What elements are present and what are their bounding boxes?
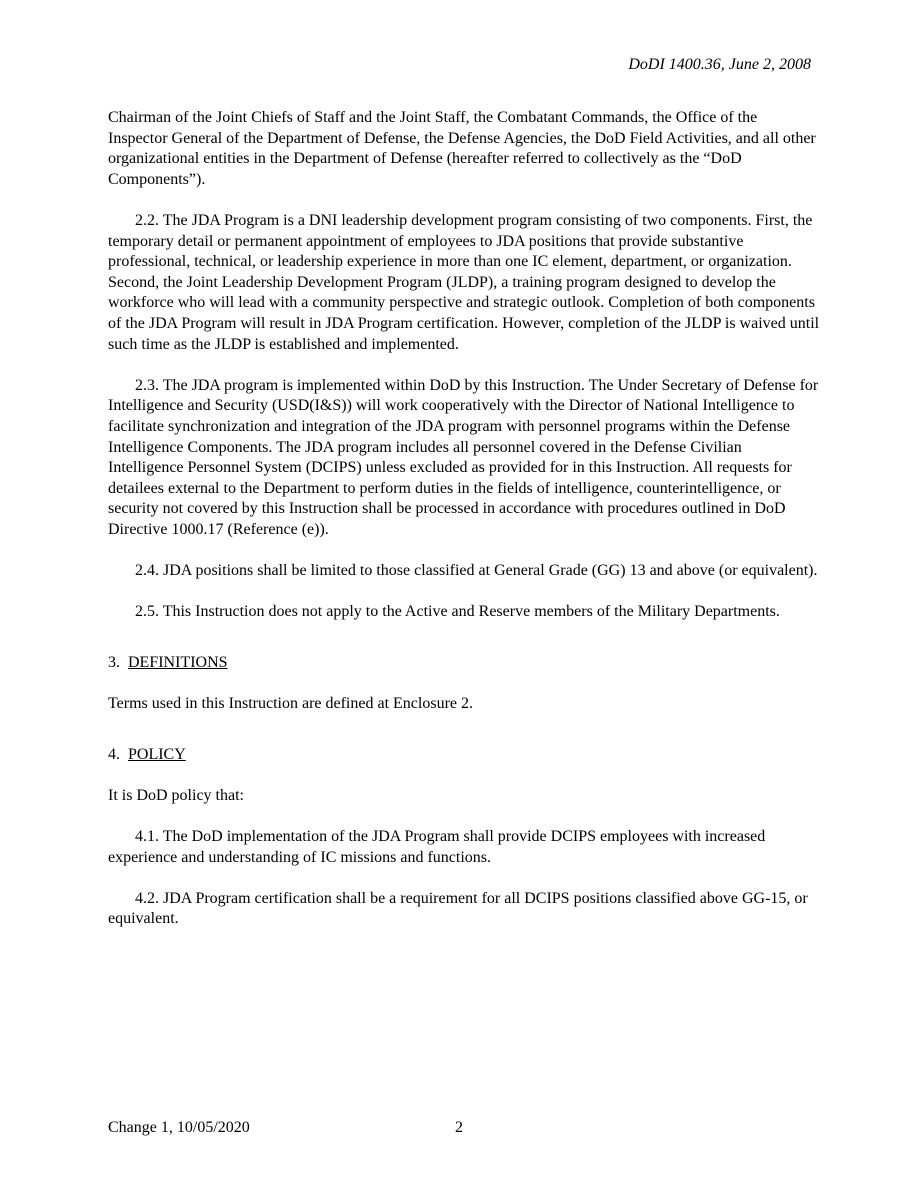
section-heading-definitions: [108, 653, 820, 674]
policy-intro: It is DoD policy that:: [108, 786, 244, 804]
paragraph-4-2: 4.2. JDA Program certification shall be a requirement for all DCIPS positions classified above GG-15, or equivalent.: [108, 889, 808, 928]
section-number: 4.: [108, 745, 120, 763]
document-body: [108, 108, 820, 951]
paragraph-2-5: 2.5. This Instruction does not apply to the Active and Reserve members of the Military Departments.: [135, 603, 780, 621]
change-notice: Change 1, 10/05/2020: [108, 1119, 250, 1136]
section-title: DEFINITIONS: [128, 653, 228, 671]
paragraph-2-2: 2.2. The JDA Program is a DNI leadership development program consisting of two components. First, the temporary detail or permanent appointment of employees to JDA positions that provide substantive professional, technical, or leadership experience in more than one IC element, department, or organization. Second, the Joint Leadership Development Program (JLDP), a training program designed to develop the workforce who will lead with a community perspective and strategic outlook. Completion of both components of the JDA Program will result in JDA Program certification. However, completion of the JLDP is waived until such time as the JLDP is established and implemented.: [108, 211, 820, 353]
page-number: 2: [455, 1119, 463, 1136]
paragraph-4-1: 4.1. The DoD implementation of the JDA Program shall provide DCIPS employees with increased experience and understanding of IC missions and functions.: [108, 828, 766, 866]
definitions-body: Terms used in this Instruction are defined at Enclosure 2.: [108, 695, 473, 713]
document-header: DoDI 1400.36, June 2, 2008: [628, 56, 811, 73]
paragraph-2-4: 2.4. JDA positions shall be limited to those classified at General Grade (GG) 13 and above (or equivalent).: [135, 562, 818, 580]
intro-paragraph: Chairman of the Joint Chiefs of Staff and the Joint Staff, the Combatant Commands, the Office of the Inspector General of the Department of Defense, the Defense Agencies, the DoD Field Activities, and all other organizational entities in the Department of Defense (hereafter referred to collectively as the “DoD Components”).: [108, 109, 816, 188]
section-title: POLICY: [128, 745, 186, 763]
section-number: 3.: [108, 653, 120, 671]
section-heading-policy: [108, 745, 820, 766]
paragraph-2-3: 2.3. The JDA program is implemented within DoD by this Instruction. The Under Secretary of Defense for Intelligence and Security (USD(I&S)) will work cooperatively with the Director of National Intelligence to facilitate synchronization and integration of the JDA program with personnel programs within the Defense Intelligence Components. The JDA program includes all personnel covered in the Defense Civilian Intelligence Personnel System (DCIPS) unless excluded as provided for in this Instruction. All requests for detailees external to the Department to perform duties in the fields of intelligence, counterintelligence, or security not covered by this Instruction shall be processed in accordance with procedures outlined in DoD Directive 1000.17 (Reference (e)).: [108, 376, 819, 538]
